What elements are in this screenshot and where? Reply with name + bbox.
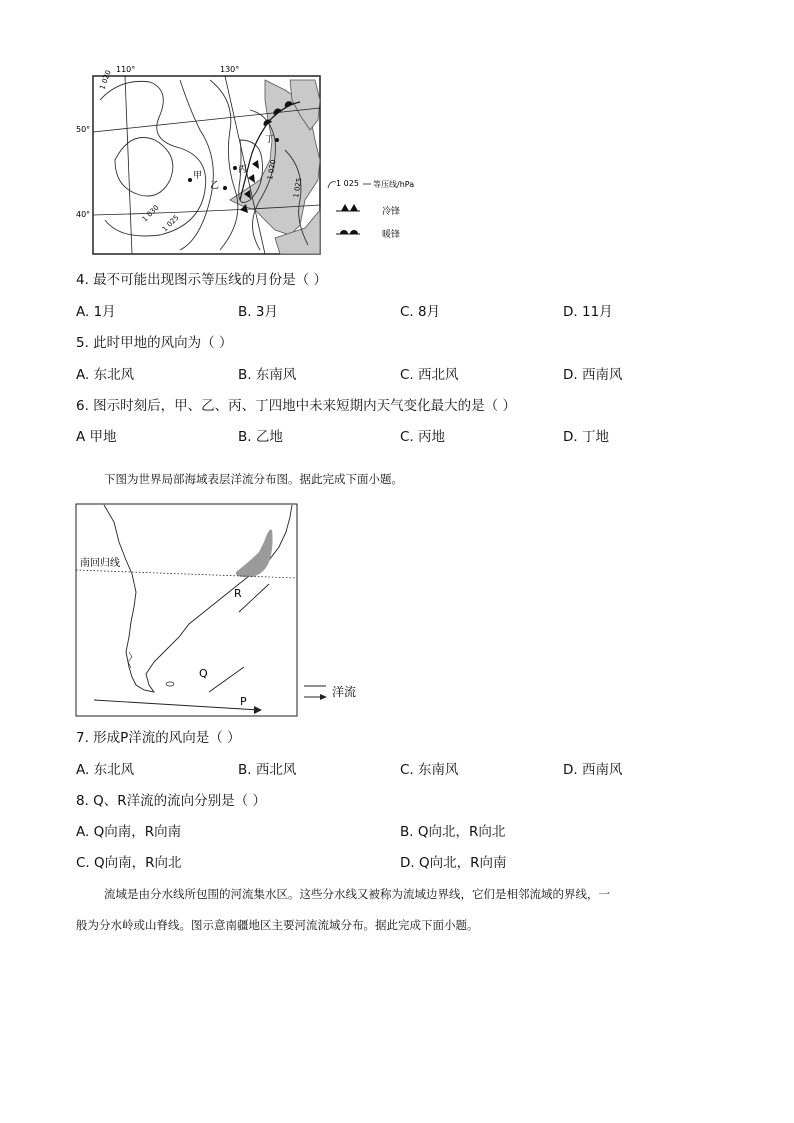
option-8d[interactable]: D. Q向北，R向南	[400, 855, 507, 871]
option-5b[interactable]: B. 东南风	[238, 367, 297, 383]
intro-watershed-line2: 般为分水岭或山脊线。图示意南疆地区主要河流流域分布。据此完成下面小题。	[76, 918, 479, 932]
option-6b[interactable]: B. 乙地	[238, 429, 283, 445]
legend-cold-front-symbol	[350, 204, 358, 211]
option-4c[interactable]: C. 8月	[400, 304, 441, 320]
place-dot-ding	[275, 138, 279, 142]
current-label-R: R	[234, 587, 242, 600]
option-4d[interactable]: D. 11月	[563, 304, 613, 320]
option-8a[interactable]: A. Q向南，R向南	[76, 824, 182, 840]
legend-warm-front-text: 暖锋	[382, 230, 401, 240]
legend-warm-front-symbol	[340, 230, 348, 234]
option-7c[interactable]: C. 东南风	[400, 762, 459, 778]
intro-watershed-line1: 流域是由分水线所包围的河流集水区。这些分水线又被称为流域边界线，它们是相邻流域的界线，一	[104, 887, 610, 901]
legend-cold-front-text: 冷锋	[382, 207, 401, 217]
question-4: 4. 最不可能出现图示等压线的月份是（ ）	[76, 272, 327, 288]
question-7: 7. 形成P洋流的风向是（ ）	[76, 730, 241, 746]
isobar-value-label: 1 020	[266, 159, 278, 181]
legend-current-arrowhead	[320, 694, 327, 700]
isobar-value-label: 1 025	[292, 177, 304, 199]
option-5a[interactable]: A. 东北风	[76, 367, 135, 383]
map-frame	[76, 504, 297, 716]
lon-label: 130°	[220, 65, 240, 74]
question-6: 6. 图示时刻后，甲、乙、丙、丁四地中未来短期内天气变化最大的是（ ）	[76, 398, 516, 414]
option-4b[interactable]: B. 3月	[238, 304, 278, 320]
legend-isobar-value: 1 025	[336, 179, 359, 188]
place-dot-bing	[233, 166, 237, 170]
isobar-value-label: 1 030	[140, 203, 161, 224]
option-6c[interactable]: C. 丙地	[400, 429, 446, 445]
option-8b[interactable]: B. Q向北，R向北	[400, 824, 506, 840]
place-dot-yi	[223, 186, 227, 190]
option-4a[interactable]: A. 1月	[76, 304, 116, 320]
place-dot-jia	[188, 178, 192, 182]
isobar-value-label: 1 020	[98, 69, 113, 91]
option-6a[interactable]: A 甲地	[76, 429, 117, 445]
option-6d[interactable]: D. 丁地	[563, 429, 609, 445]
option-7d[interactable]: D. 西南风	[563, 762, 623, 778]
ocean-current-map	[74, 502, 374, 720]
place-label-bing: 丙	[238, 165, 248, 175]
place-label-ding: 丁	[265, 135, 275, 145]
legend-isobar-hook	[328, 182, 336, 188]
option-5c[interactable]: C. 西北风	[400, 367, 459, 383]
option-5d[interactable]: D. 西南风	[563, 367, 623, 383]
current-label-P: P	[240, 695, 247, 708]
place-label-jia: 甲	[193, 171, 203, 181]
question-5: 5. 此时甲地的风向为（ ）	[76, 335, 233, 351]
isobar-map	[60, 60, 440, 260]
current-label-Q: Q	[199, 667, 208, 680]
legend-warm-front-symbol	[350, 230, 358, 234]
tropic-label: 南回归线	[80, 558, 120, 569]
lat-label: 40°	[76, 210, 91, 219]
intro-ocean-currents: 下图为世界局部海域表层洋流分布图。据此完成下面小题。	[104, 472, 403, 486]
option-7b[interactable]: B. 西北风	[238, 762, 297, 778]
place-label-yi: 乙	[210, 181, 220, 191]
option-8c[interactable]: C. Q向南，R向北	[76, 855, 182, 871]
lon-label: 110°	[116, 65, 136, 74]
isobar-value-label: 1 025	[160, 213, 181, 234]
option-7a[interactable]: A. 东北风	[76, 762, 135, 778]
legend-current-text: 洋流	[332, 685, 357, 699]
lat-label: 50°	[76, 125, 91, 134]
legend-isobar-text: 等压线/hPa	[373, 180, 415, 189]
question-8: 8. Q、R洋流的流向分别是（ ）	[76, 793, 266, 809]
legend-cold-front-symbol	[341, 204, 349, 211]
